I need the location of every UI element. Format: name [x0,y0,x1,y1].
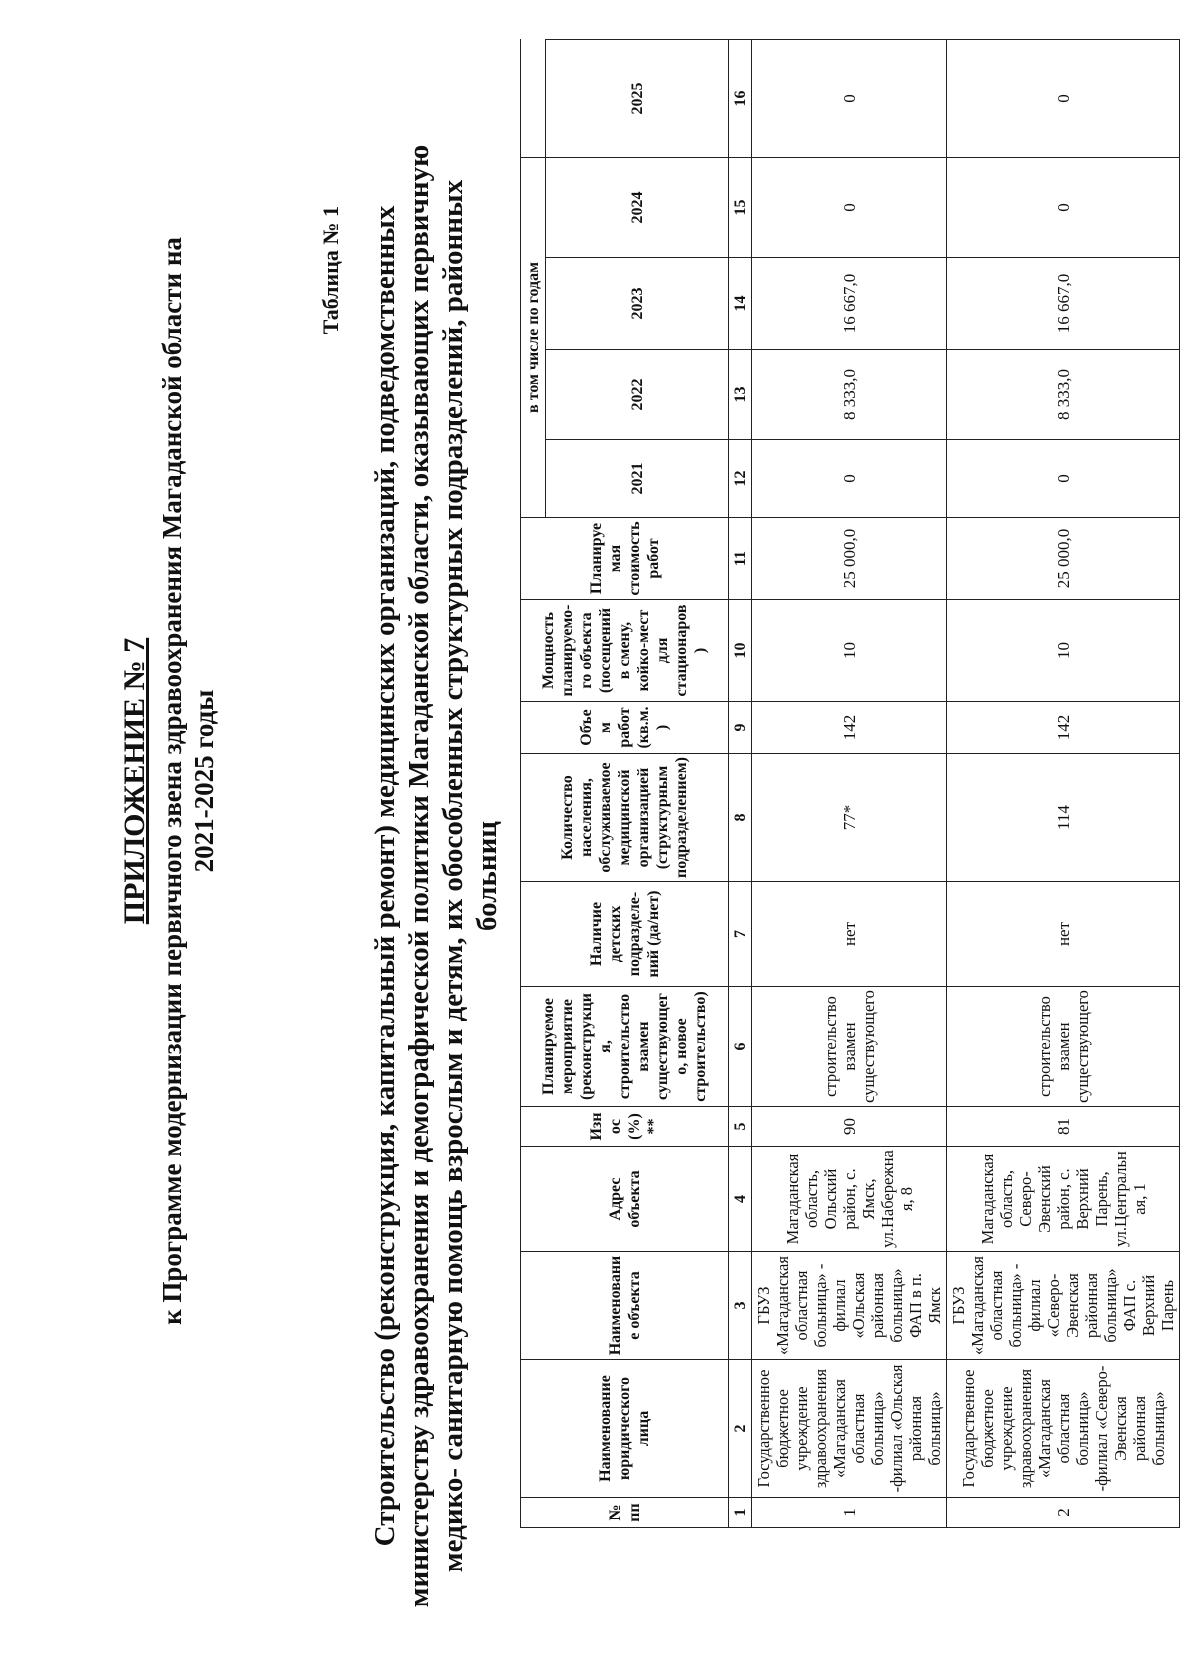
year-2021-cell: 0 [752,440,947,518]
year-header: 2025 [546,39,729,157]
year-2021-cell: 0 [947,440,1180,518]
col-header: Планируе мая стоимость работ [521,518,729,600]
volume-cell: 142 [947,702,1180,754]
col-header: Мощность планируемо-го объекта (посещений в смену, койко-мест для стационаров) [521,600,729,702]
column-number: 3 [729,1252,752,1360]
col-header: № пп [521,1498,729,1528]
cost-cell: 25 000,0 [947,518,1180,600]
column-number: 13 [729,350,752,440]
year-2023-cell: 16 667,0 [752,258,947,350]
column-number: 4 [729,1147,752,1252]
column-number: 8 [729,754,752,882]
year-2024-cell: 0 [947,157,1180,257]
capacity-cell: 10 [752,600,947,702]
table-header-row [521,39,546,1527]
year-2022-cell: 8 333,0 [947,350,1180,440]
year-2022-cell: 8 333,0 [752,350,947,440]
column-number: 11 [729,518,752,600]
population-cell: 114 [947,754,1180,882]
column-number: 2 [729,1360,752,1498]
document-main-title: Строительство (реконструкция, капитальный ремонт) медицинских организаций, подведомственных министерству здравоохранения и демографической политики Магаданской области, оказывающих первичную медико- санитарную помощь взрослым и детям, их обособленных структурных подразделений, районных больниц [369,144,503,1608]
appendix-subtitle: к Программе модернизации первичного звена здравоохранения Магаданской области на 2021-2025 годы [157,237,219,1325]
measure-cell: строительство взамен существующего [947,987,1180,1107]
volume-cell: 142 [752,702,947,754]
data-table [520,39,1180,1528]
children-units-cell: нет [947,882,1180,987]
year-header: 2021 [546,440,729,518]
column-number: 1 [729,1498,752,1528]
wear-cell: 90 [752,1107,947,1147]
years-group-header: в том числе по годам [521,157,546,517]
column-number: 6 [729,987,752,1107]
year-2025-cell: 0 [752,39,947,157]
wear-cell: 81 [947,1107,1180,1147]
capacity-cell: 10 [947,600,1180,702]
col-header: Наличие детских подразделе-ний (да/нет) [521,882,729,987]
legal-entity-cell: Государственное бюджетное учреждение здравоохранения «Магаданская областная больница» -филиал «Ольская районная больница» [752,1360,947,1498]
column-number-row [729,39,752,1527]
column-number: 14 [729,258,752,350]
table-number: Таблица № 1 [318,206,343,335]
column-number: 15 [729,157,752,257]
measure-cell: строительство взамен существующего [752,987,947,1107]
appendix-title: ПРИЛОЖЕНИЕ № 7 [118,637,151,925]
legal-entity-cell: Государственное бюджетное учреждение здравоохранения «Магаданская областная больница» -филиал «Северо-Эвенская районная больница» [947,1360,1180,1498]
col-header: Планируемое мероприятие (реконструкция, строительство взамен существующего, новое строительство) [521,987,729,1107]
column-number: 5 [729,1107,752,1147]
column-number: 10 [729,600,752,702]
col-header: Износ (%)** [521,1107,729,1147]
year-2023-cell: 16 667,0 [947,258,1180,350]
year-header: 2024 [546,157,729,257]
year-header: 2023 [546,258,729,350]
object-name-cell: ГБУЗ «Магаданская областная больница» - филиал «Северо-Эвенская районная больница» ФАП с. Верхний Парень [947,1252,1180,1360]
children-units-cell: нет [752,882,947,987]
column-number: 12 [729,440,752,518]
address-cell: Магаданская область, Северо-Эвенский район, с. Верхний Парень, ул.Центральная, 1 [947,1147,1180,1252]
year-2024-cell: 0 [752,157,947,257]
col-header: Объем работ (кв.м.) [521,702,729,754]
population-cell: 77* [752,754,947,882]
address-cell: Магаданская область, Ольский район, с. Ямск, ул.Набережная, 8 [752,1147,947,1252]
col-header: Количество населения, обслуживаемое медицинской организацией (структурным подразделением) [521,754,729,882]
col-header: Адрес объекта [521,1147,729,1252]
year-header: 2022 [546,350,729,440]
column-number: 16 [729,39,752,157]
year-2025-cell: 0 [947,39,1180,157]
column-number: 7 [729,882,752,987]
col-header: Наименование объекта [521,1252,729,1360]
row-number: 2 [947,1498,1180,1528]
blank-header-cell [521,39,546,157]
row-number: 1 [752,1498,947,1528]
table-row [947,39,1180,1527]
column-number: 9 [729,702,752,754]
cost-cell: 25 000,0 [752,518,947,600]
col-header: Наименование юридического лица [521,1360,729,1498]
table-row [752,39,947,1527]
object-name-cell: ГБУЗ «Магаданская областная больница» - филиал «Ольская районная больница» ФАП в п. Ямск [752,1252,947,1360]
